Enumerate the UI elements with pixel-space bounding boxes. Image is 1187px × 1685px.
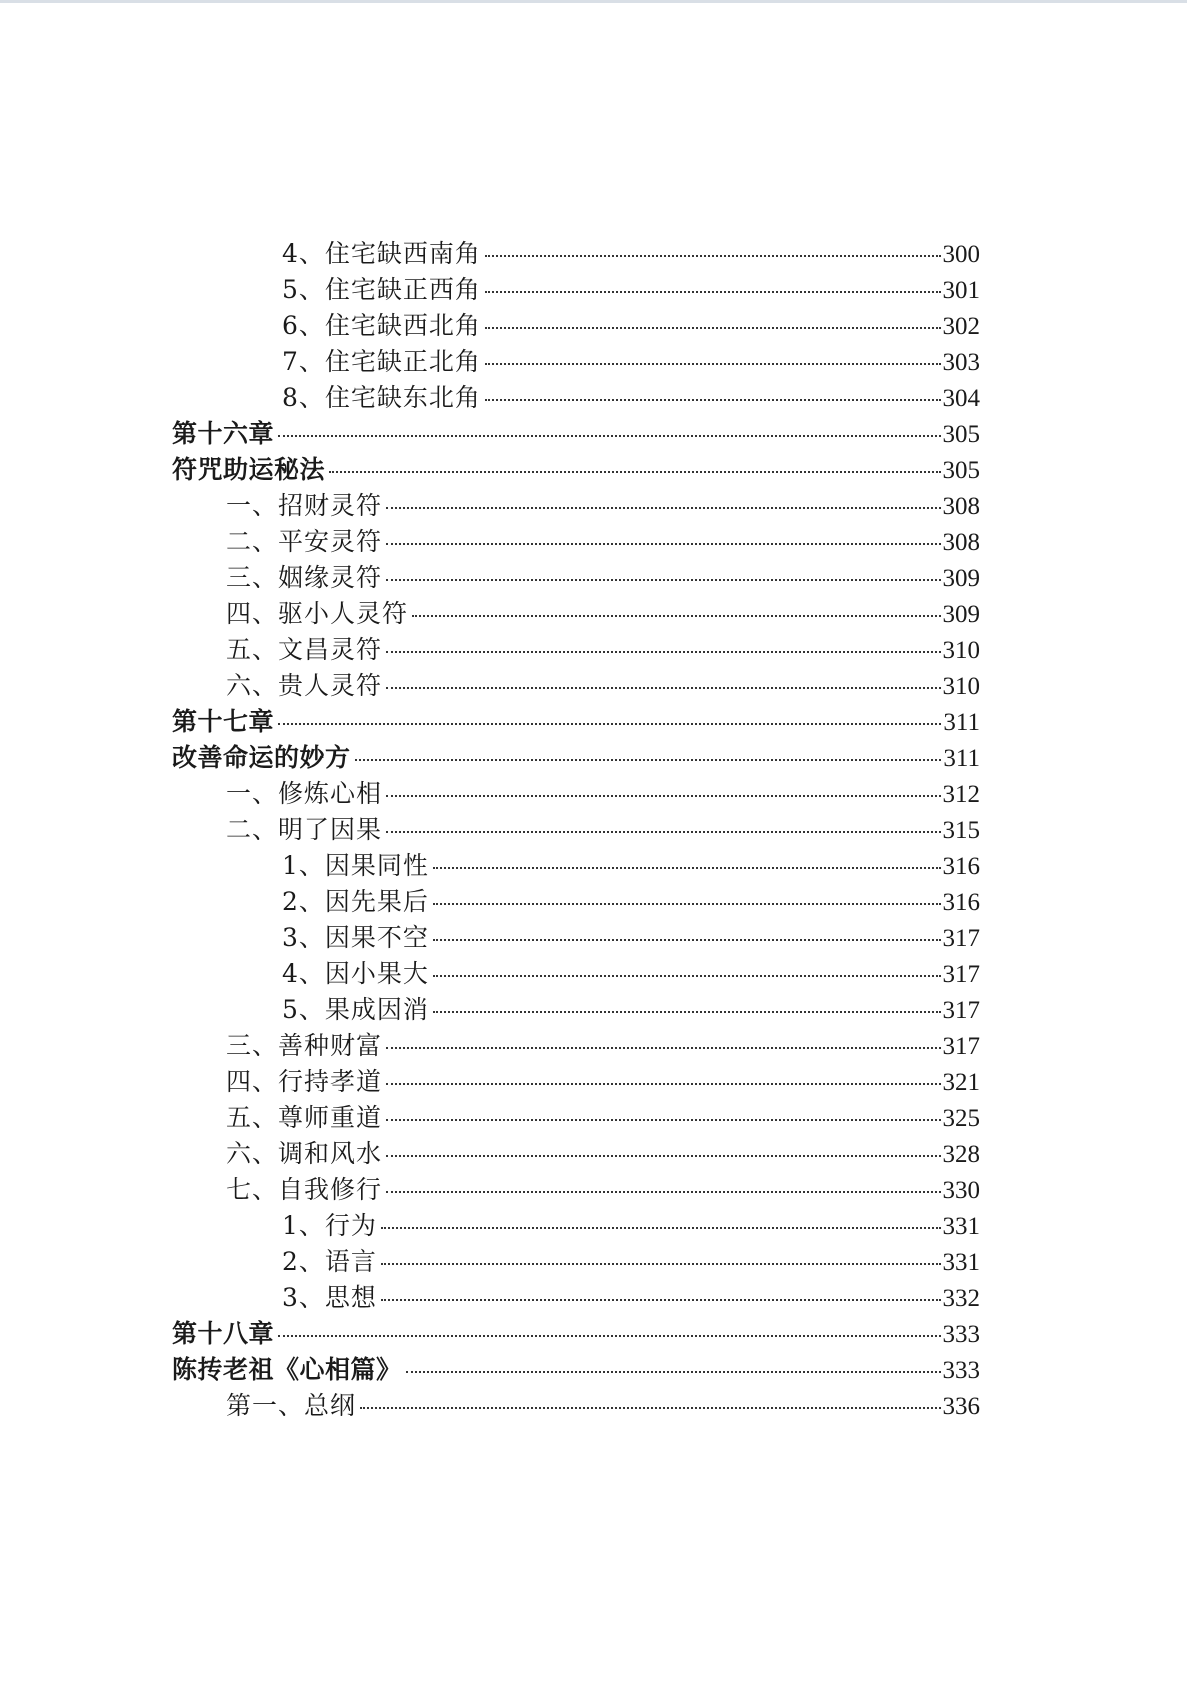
toc-entry-page-number: 332 bbox=[942, 1285, 980, 1312]
toc-entry-page-number: 316 bbox=[942, 889, 980, 916]
toc-entry-page-number: 333 bbox=[942, 1357, 980, 1384]
toc-dot-leader bbox=[386, 579, 940, 581]
toc-entry[interactable] bbox=[172, 524, 980, 560]
toc-entry[interactable] bbox=[172, 308, 980, 344]
toc-entry-page-number: 305 bbox=[942, 457, 980, 484]
toc-entry[interactable] bbox=[172, 272, 980, 308]
toc-entry-page-number: 301 bbox=[942, 277, 980, 304]
toc-dot-leader bbox=[485, 363, 941, 365]
toc-entry-label: 2、语言 bbox=[282, 1247, 377, 1276]
toc-dot-leader bbox=[381, 1299, 941, 1301]
toc-entry-label: 二、平安灵符 bbox=[226, 527, 383, 556]
toc-entry[interactable] bbox=[172, 668, 980, 704]
toc-dot-leader bbox=[386, 1119, 940, 1121]
toc-entry-page-number: 308 bbox=[942, 493, 980, 520]
toc-entry-label: 3、思想 bbox=[282, 1283, 377, 1312]
toc-entry-page-number: 308 bbox=[942, 529, 980, 556]
toc-entry-page-number: 317 bbox=[942, 997, 980, 1024]
toc-entry-label: 5、果成因消 bbox=[282, 995, 429, 1024]
toc-dot-leader bbox=[433, 939, 941, 941]
toc-dot-leader bbox=[278, 1335, 940, 1337]
toc-dot-leader bbox=[386, 651, 940, 653]
toc-entry[interactable] bbox=[172, 920, 980, 956]
toc-dot-leader bbox=[381, 1263, 941, 1265]
toc-entry[interactable] bbox=[172, 704, 980, 740]
toc-entry[interactable] bbox=[172, 236, 980, 272]
toc-entry-label: 七、自我修行 bbox=[226, 1175, 383, 1204]
toc-entry-page-number: 331 bbox=[942, 1249, 980, 1276]
toc-entry-label: 符咒助运秘法 bbox=[172, 455, 326, 484]
toc-entry-page-number: 317 bbox=[942, 925, 980, 952]
toc-dot-leader bbox=[355, 759, 942, 761]
toc-dot-leader bbox=[329, 471, 940, 473]
toc-entry-page-number: 325 bbox=[942, 1105, 980, 1132]
toc-entry[interactable] bbox=[172, 560, 980, 596]
toc-dot-leader bbox=[485, 255, 941, 257]
toc-entry-page-number: 305 bbox=[942, 421, 980, 448]
toc-entry[interactable] bbox=[172, 1064, 980, 1100]
toc-entry[interactable] bbox=[172, 1352, 980, 1388]
toc-entry[interactable] bbox=[172, 992, 980, 1028]
toc-entry[interactable] bbox=[172, 632, 980, 668]
toc-dot-leader bbox=[386, 543, 940, 545]
toc-entry-label: 第十八章 bbox=[172, 1319, 275, 1348]
toc-dot-leader bbox=[386, 1047, 940, 1049]
toc-entry-label: 4、因小果大 bbox=[282, 959, 429, 988]
toc-entry-label: 三、姻缘灵符 bbox=[226, 563, 383, 592]
toc-dot-leader bbox=[386, 795, 940, 797]
toc-dot-leader bbox=[386, 507, 940, 509]
toc-entry-page-number: 336 bbox=[942, 1393, 980, 1420]
toc-dot-leader bbox=[433, 867, 941, 869]
toc-entry-page-number: 310 bbox=[942, 637, 980, 664]
toc-entry[interactable] bbox=[172, 884, 980, 920]
toc-entry-label: 第十六章 bbox=[172, 419, 275, 448]
toc-entry-label: 五、尊师重道 bbox=[226, 1103, 383, 1132]
toc-entry-page-number: 315 bbox=[942, 817, 980, 844]
toc-entry[interactable] bbox=[172, 1100, 980, 1136]
toc-entry-label: 5、住宅缺正西角 bbox=[282, 275, 481, 304]
toc-entry-page-number: 309 bbox=[942, 565, 980, 592]
toc-dot-leader bbox=[433, 975, 941, 977]
toc-entry[interactable] bbox=[172, 1172, 980, 1208]
toc-dot-leader bbox=[433, 1011, 941, 1013]
toc-entry-label: 四、行持孝道 bbox=[226, 1067, 383, 1096]
toc-dot-leader bbox=[485, 291, 941, 293]
toc-entry-label: 三、善种财富 bbox=[226, 1031, 383, 1060]
toc-dot-leader bbox=[485, 327, 941, 329]
toc-entry-label: 8、住宅缺东北角 bbox=[282, 383, 481, 412]
toc-entry-label: 二、明了因果 bbox=[226, 815, 383, 844]
toc-entry[interactable] bbox=[172, 776, 980, 812]
toc-dot-leader bbox=[381, 1227, 941, 1229]
toc-entry[interactable] bbox=[172, 1316, 980, 1352]
toc-entry-page-number: 302 bbox=[942, 313, 980, 340]
toc-entry-label: 第十七章 bbox=[172, 707, 275, 736]
toc-entry-label: 五、文昌灵符 bbox=[226, 635, 383, 664]
toc-entry[interactable] bbox=[172, 416, 980, 452]
toc-entry-label: 陈抟老祖《心相篇》 bbox=[172, 1355, 402, 1384]
toc-entry[interactable] bbox=[172, 344, 980, 380]
toc-dot-leader bbox=[386, 1191, 940, 1193]
toc-entry[interactable] bbox=[172, 452, 980, 488]
toc-entry[interactable] bbox=[172, 1280, 980, 1316]
toc-entry[interactable] bbox=[172, 1028, 980, 1064]
toc-entry-label: 一、修炼心相 bbox=[226, 779, 383, 808]
toc-entry-label: 2、因先果后 bbox=[282, 887, 429, 916]
toc-dot-leader bbox=[278, 723, 941, 725]
toc-entry-page-number: 311 bbox=[943, 745, 980, 772]
toc-entry[interactable] bbox=[172, 380, 980, 416]
toc-entry-page-number: 317 bbox=[942, 1033, 980, 1060]
toc-entry-label: 四、驱小人灵符 bbox=[226, 599, 409, 628]
toc-dot-leader bbox=[360, 1407, 940, 1409]
toc-entry-page-number: 316 bbox=[942, 853, 980, 880]
toc-dot-leader bbox=[278, 435, 940, 437]
toc-dot-leader bbox=[406, 1371, 941, 1373]
table-of-contents bbox=[172, 236, 980, 1424]
toc-dot-leader bbox=[386, 1155, 940, 1157]
toc-entry-page-number: 328 bbox=[942, 1141, 980, 1168]
toc-entry[interactable] bbox=[172, 596, 980, 632]
toc-entry[interactable] bbox=[172, 740, 980, 776]
toc-entry-label: 1、因果同性 bbox=[282, 851, 429, 880]
toc-dot-leader bbox=[386, 1083, 940, 1085]
toc-entry[interactable] bbox=[172, 1244, 980, 1280]
toc-entry[interactable] bbox=[172, 812, 980, 848]
toc-dot-leader bbox=[386, 831, 940, 833]
toc-entry-label: 六、贵人灵符 bbox=[226, 671, 383, 700]
toc-dot-leader bbox=[485, 399, 941, 401]
page-top-edge bbox=[0, 0, 1187, 3]
toc-entry[interactable] bbox=[172, 848, 980, 884]
toc-entry[interactable] bbox=[172, 956, 980, 992]
toc-entry-page-number: 309 bbox=[942, 601, 980, 628]
toc-entry-page-number: 303 bbox=[942, 349, 980, 376]
toc-entry-page-number: 311 bbox=[943, 709, 980, 736]
toc-entry-label: 第一、总纲 bbox=[226, 1391, 357, 1420]
toc-entry-label: 7、住宅缺正北角 bbox=[282, 347, 481, 376]
toc-entry[interactable] bbox=[172, 488, 980, 524]
toc-entry[interactable] bbox=[172, 1136, 980, 1172]
toc-entry-label: 6、住宅缺西北角 bbox=[282, 311, 481, 340]
toc-entry-page-number: 312 bbox=[942, 781, 980, 808]
toc-entry-label: 1、行为 bbox=[282, 1211, 377, 1240]
toc-entry[interactable] bbox=[172, 1388, 980, 1424]
toc-entry-page-number: 333 bbox=[942, 1321, 980, 1348]
toc-entry-page-number: 331 bbox=[942, 1213, 980, 1240]
toc-entry-page-number: 310 bbox=[942, 673, 980, 700]
toc-entry-page-number: 304 bbox=[942, 385, 980, 412]
toc-entry-label: 4、住宅缺西南角 bbox=[282, 239, 481, 268]
toc-entry-page-number: 330 bbox=[942, 1177, 980, 1204]
toc-entry-label: 一、招财灵符 bbox=[226, 491, 383, 520]
toc-entry-label: 改善命运的妙方 bbox=[172, 743, 351, 772]
toc-entry-page-number: 300 bbox=[942, 241, 980, 268]
toc-entry-page-number: 321 bbox=[942, 1069, 980, 1096]
toc-dot-leader bbox=[386, 687, 940, 689]
toc-entry-page-number: 317 bbox=[942, 961, 980, 988]
toc-entry[interactable] bbox=[172, 1208, 980, 1244]
toc-entry-label: 六、调和风水 bbox=[226, 1139, 383, 1168]
toc-dot-leader bbox=[433, 903, 941, 905]
toc-dot-leader bbox=[412, 615, 940, 617]
toc-entry-label: 3、因果不空 bbox=[282, 923, 429, 952]
